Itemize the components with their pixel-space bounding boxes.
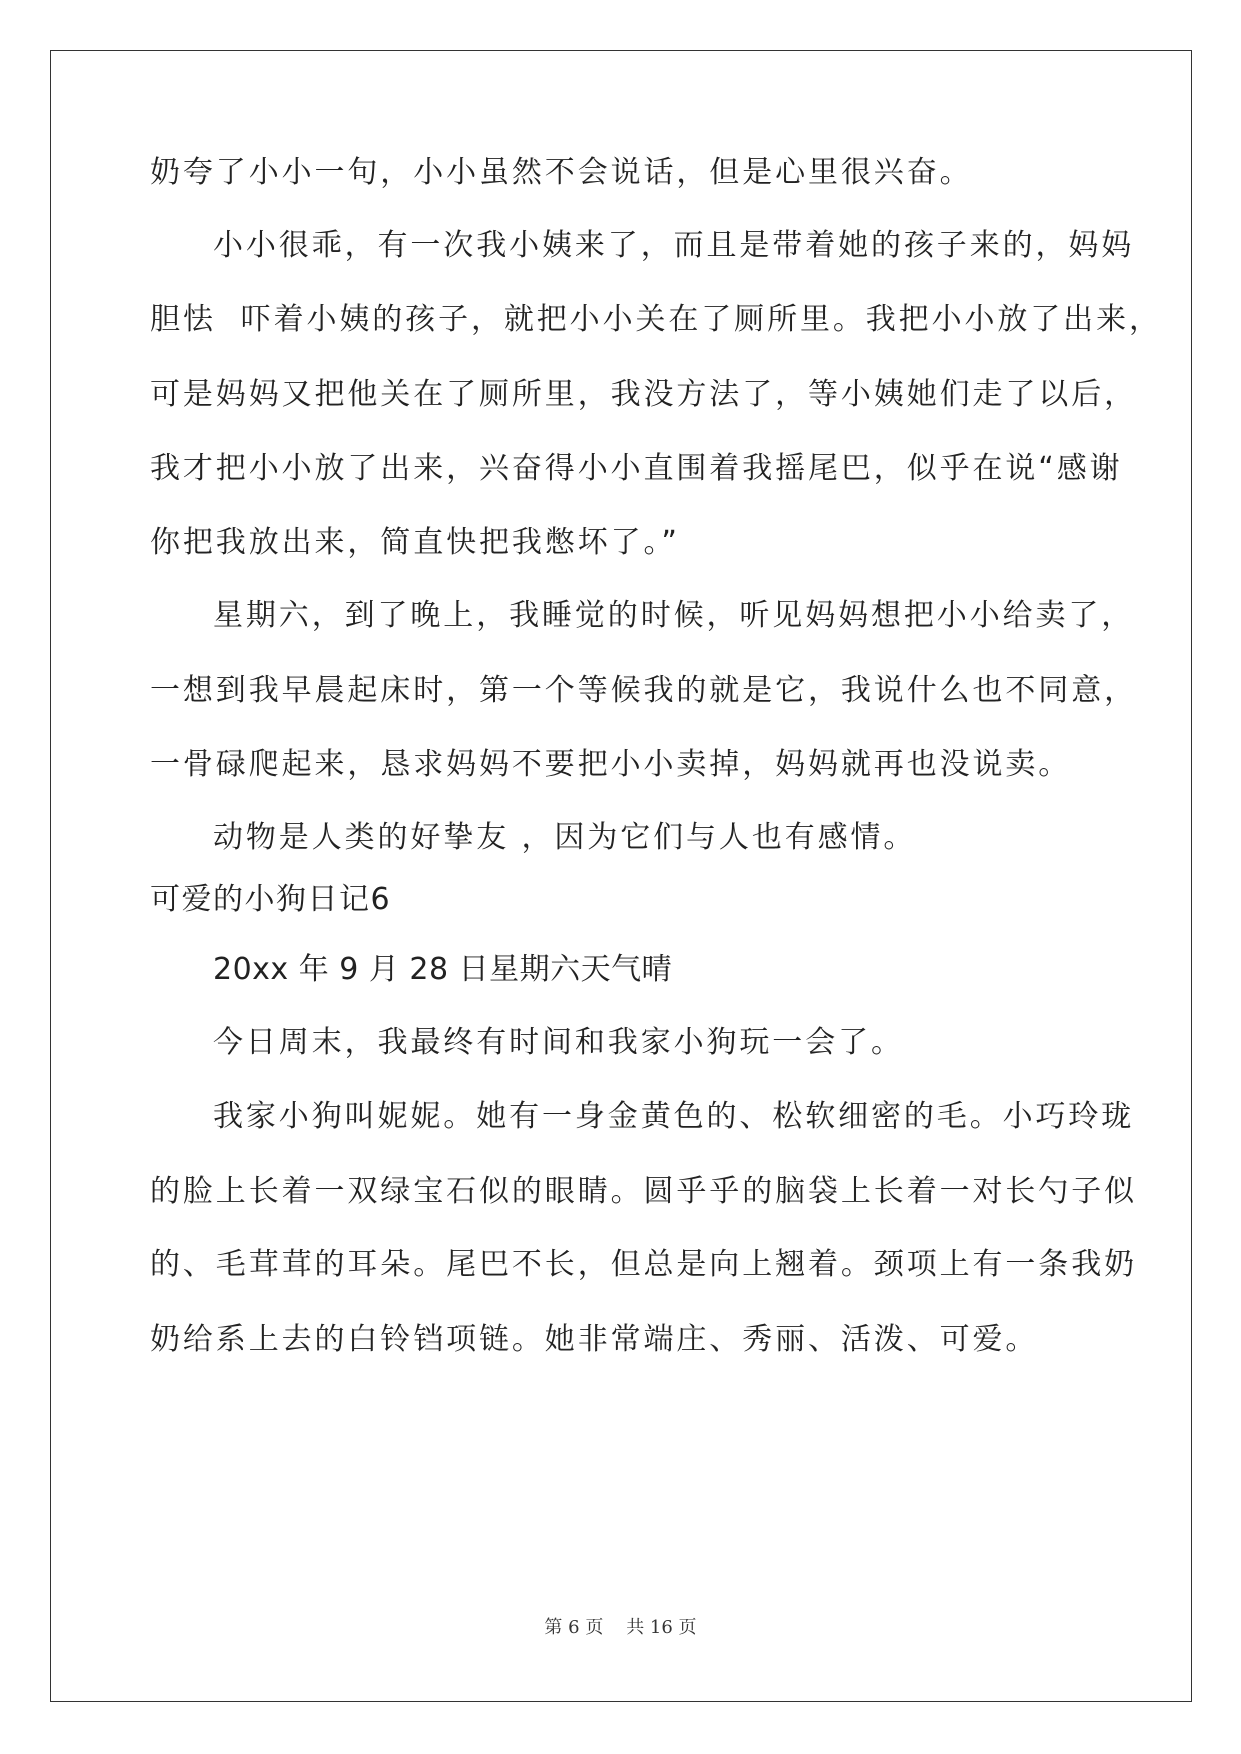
text-line-9: 一骨碌爬起来，恳求妈妈不要把小小卖掉，妈妈就再也没说卖。 bbox=[150, 747, 1072, 782]
text-line-15: 的脸上长着一双绿宝石似的眼睛。圆乎乎的脑袋上长着一对长勺子似 bbox=[150, 1174, 1137, 1209]
text-line-5: 我才把小小放了出来，兴奋得小小直围着我摇尾巴，似乎在说“感谢 bbox=[150, 451, 1123, 486]
paragraph-line-7: 星期六，到了晚上，我睡觉的时候，听见妈妈想把小小给卖了， bbox=[213, 598, 1135, 633]
paragraph-line-14: 我家小狗叫妮妮。她有一身金黄色的、松软细密的毛。小巧玲珑 bbox=[213, 1099, 1135, 1134]
text-line-17: 奶给系上去的白铃铛项链。她非常端庄、秀丽、活泼、可爱。 bbox=[150, 1322, 1039, 1357]
text-line-1: 奶夸了小小一句，小小虽然不会说话，但是心里很兴奋。 bbox=[150, 155, 973, 190]
paragraph-line-2: 小小很乖，有一次我小姨来了，而且是带着她的孩子来的，妈妈 bbox=[213, 228, 1135, 263]
paragraph-line-10: 动物是人类的好挚友 ，因为它们与人也有感情。 bbox=[213, 820, 917, 855]
text-line-8: 一想到我早晨起床时，第一个等候我的就是它，我说什么也不同意， bbox=[150, 673, 1137, 708]
text-line-3: 胆怯 吓着小姨的孩子，就把小小关在了厕所里。我把小小放了出来， bbox=[150, 302, 1162, 337]
page-border bbox=[50, 50, 1192, 1702]
text-line-6: 你把我放出来，简直快把我憋坏了。” bbox=[150, 525, 680, 560]
text-line-16: 的、毛茸茸的耳朵。尾巴不长，但总是向上翘着。颈项上有一条我奶 bbox=[150, 1247, 1137, 1282]
diary-date-line: 20xx 年 9 月 28 日星期六天气晴 bbox=[213, 952, 673, 987]
text-line-4: 可是妈妈又把他关在了厕所里，我没方法了，等小姨她们走了以后， bbox=[150, 377, 1137, 412]
page-number-footer: 第 6 页 共 16 页 bbox=[544, 1617, 697, 1638]
section-title: 可爱的小狗日记6 bbox=[150, 882, 392, 917]
paragraph-line-13: 今日周末，我最终有时间和我家小狗玩一会了。 bbox=[213, 1025, 904, 1060]
